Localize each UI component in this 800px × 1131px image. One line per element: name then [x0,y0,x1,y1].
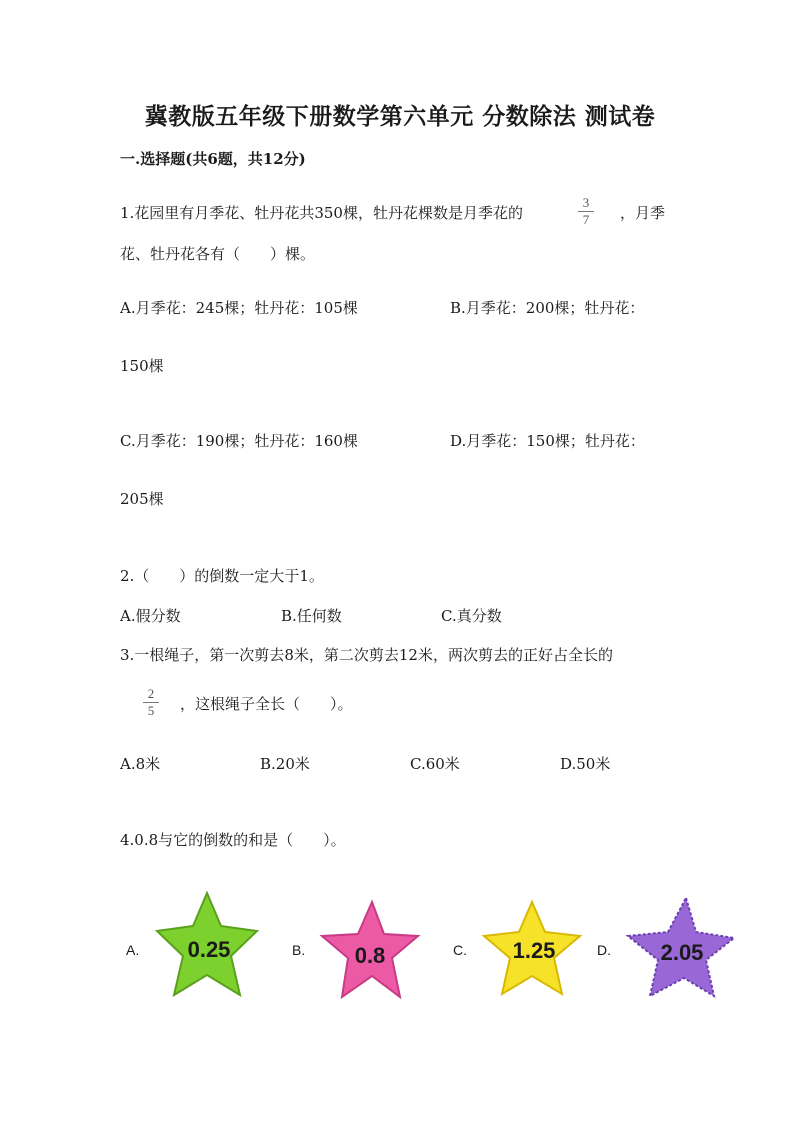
star-c-label: 1.25 [512,938,556,963]
q4-option-b-letter: B. [292,942,306,958]
q1-option-a[interactable]: A.月季花：245棵；牡丹花：105棵 [120,299,358,317]
q3-line2: ，这根绳子全长（ ）。 [180,695,353,713]
q2-option-c[interactable]: C.真分数 [441,607,502,625]
q1-fraction-numerator: 3 [582,195,590,210]
q1-line1-tail: ，月季 [620,204,666,222]
q3-fraction-denominator: 5 [147,703,155,718]
q2-option-b[interactable]: B.任何数 [281,607,342,625]
star-d-label: 2.05 [660,940,704,965]
q4-option-c-letter: C. [453,942,467,958]
star-a[interactable] [152,888,262,1008]
star-b[interactable] [318,898,422,1006]
q1-option-d-cont: 205棵 [120,490,164,508]
q1-line1: 1.花园里有月季花、牡丹花共350棵，牡丹花棵数是月季花的 [120,204,523,222]
star-a-label: 0.25 [187,937,231,962]
q3-line1: 3.一根绳子，第一次剪去8米，第二次剪去12米，两次剪去的正好占全长的 [120,646,613,664]
star-b-label: 0.8 [354,943,386,968]
star-c[interactable] [478,898,586,1002]
q4-option-a-letter: A. [126,942,140,958]
star-d[interactable] [624,896,736,1004]
q3-fraction-numerator: 2 [147,686,155,701]
q3-option-c[interactable]: C.60米 [410,755,460,773]
q1-fraction-denominator: 7 [582,212,590,227]
section-heading: 一.选择题(共6题，共12分) [120,150,306,168]
page-title: 冀教版五年级下册数学第六单元 分数除法 测试卷 [144,103,656,130]
q1-fraction [578,196,594,227]
q4-option-d-letter: D. [597,942,611,958]
q3-option-a[interactable]: A.8米 [120,755,161,773]
q1-option-c[interactable]: C.月季花：190棵；牡丹花：160棵 [120,432,358,450]
q4-text: 4.0.8与它的倒数的和是（ ）。 [120,831,346,849]
q3-option-b[interactable]: B.20米 [260,755,310,773]
q3-option-d[interactable]: D.50米 [560,755,611,773]
q2-text: 2.（ ）的倒数一定大于1。 [120,567,324,585]
q1-option-d[interactable]: D.月季花：150棵；牡丹花： [450,432,645,450]
q1-line2: 花、牡丹花各有（ ）棵。 [120,245,316,263]
q3-fraction [143,687,159,718]
q1-option-b[interactable]: B.月季花：200棵；牡丹花： [450,299,645,317]
q1-option-b-cont: 150棵 [120,357,164,375]
q2-option-a[interactable]: A.假分数 [120,607,181,625]
